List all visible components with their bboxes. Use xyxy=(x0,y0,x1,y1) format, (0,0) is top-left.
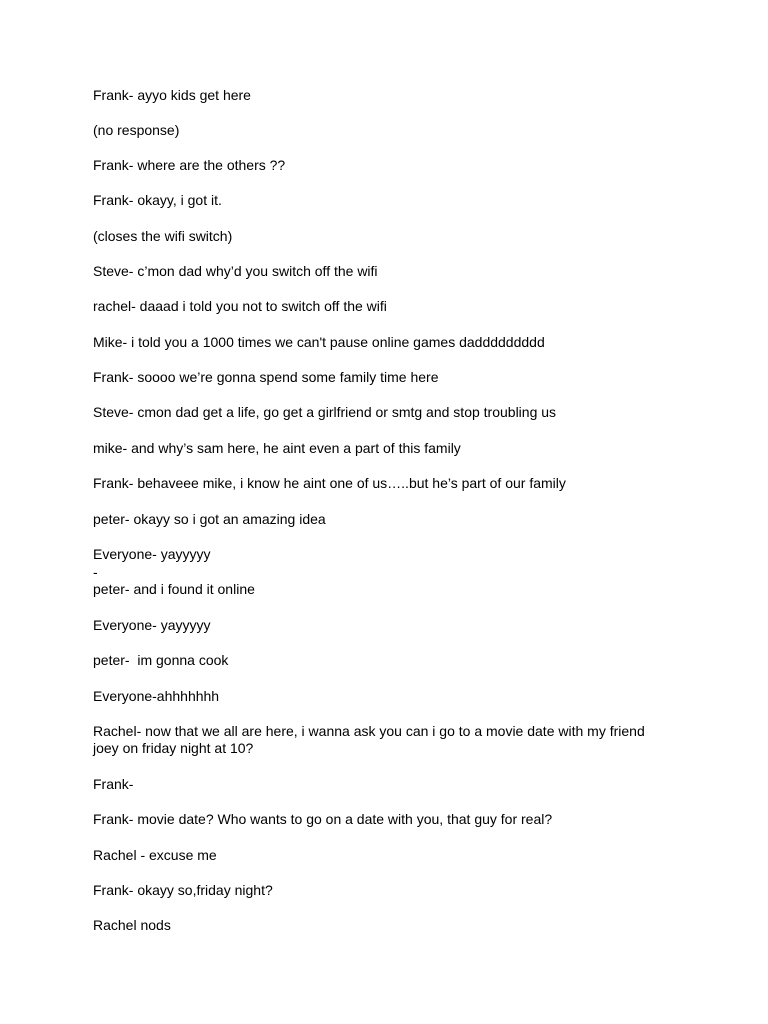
script-line: Frank- where are the others ?? xyxy=(93,157,286,173)
script-line: peter- im gonna cook xyxy=(93,652,229,668)
script-line: Everyone- yayyyyy xyxy=(93,546,211,562)
script-line: Mike- i told you a 1000 times we can't pause online games daddddddddd xyxy=(93,334,545,350)
script-line: Steve- cmon dad get a life, go get a girlfriend or smtg and stop troubling us xyxy=(93,404,557,420)
script-line: rachel- daaad i told you not to switch off the wifi xyxy=(93,298,387,314)
script-line: (no response) xyxy=(93,122,180,138)
script-line: Rachel- now that we all are here, i wanna ask you can i go to a movie date with my friend joey on friday night at 10? xyxy=(93,723,649,756)
script-line: Frank- movie date? Who wants to go on a date with you, that guy for real? xyxy=(93,811,553,827)
script-line: mike- and why’s sam here, he aint even a part of this family xyxy=(93,440,461,456)
script-line: Rachel nods xyxy=(93,917,171,933)
script-line: Everyone-ahhhhhhh xyxy=(93,688,220,704)
script-line: Frank- okayy, i got it. xyxy=(93,192,222,208)
script-line: Everyone- yayyyyy xyxy=(93,617,211,633)
script-line: Rachel - excuse me xyxy=(93,847,217,863)
script-line: Frank- soooo we’re gonna spend some family time here xyxy=(93,369,439,385)
script-line: Frank- behaveee mike, i know he aint one of us…..but he’s part of our family xyxy=(93,475,566,491)
script-line: Steve- c’mon dad why’d you switch off the wifi xyxy=(93,263,378,279)
script-line: (closes the wifi switch) xyxy=(93,228,233,244)
script-line: Frank- okayy so,friday night? xyxy=(93,882,273,898)
script-line: - xyxy=(93,564,98,580)
script-line: peter- okayy so i got an amazing idea xyxy=(93,511,326,527)
script-line: Frank- xyxy=(93,776,134,792)
script-line: Frank- ayyo kids get here xyxy=(93,87,251,103)
script-line: peter- and i found it online xyxy=(93,581,255,597)
